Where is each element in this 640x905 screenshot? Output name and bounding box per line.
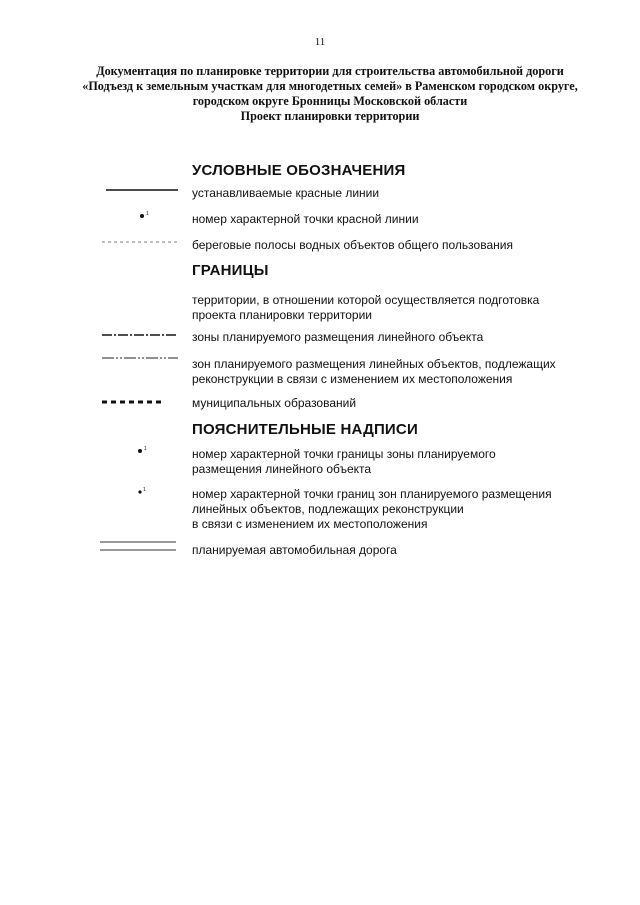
note-item-label: планируемая автомобильная дорога (192, 543, 397, 557)
label-line: номер характерной точки границ зон планируемого размещения (192, 487, 552, 501)
label-line: зон планируемого размещения линейных объектов, подлежащих (192, 357, 556, 371)
point-number-text: 1 (146, 211, 149, 217)
border-item-label (192, 357, 556, 387)
legend-item-label: номер характерной точки красной линии (192, 212, 419, 226)
note-item-label (192, 447, 496, 477)
note-item-label (192, 487, 552, 532)
header-line: Документация по планировке территории для строительства автомобильной дороги (96, 64, 564, 78)
header-subtitle: Проект планировки территории (240, 109, 420, 123)
fine-dashed-line-icon (100, 236, 180, 248)
border-item-label: муниципальных образований (192, 396, 357, 410)
bold-dashed-line-icon (100, 396, 180, 408)
label-line: проекта планировки территории (192, 308, 372, 322)
solid-line-icon (100, 184, 180, 196)
point-number-small-icon (100, 486, 180, 498)
border-item-label (192, 293, 539, 323)
label-line: территории, в отношении которой осуществляется подготовка (192, 293, 540, 307)
header-line: «Подъезд к земельным участкам для многодетных семей» в Раменском городском округе, (82, 79, 578, 93)
dash-dot-thin-line-icon (100, 352, 180, 364)
double-line-icon (100, 538, 180, 550)
point-number-text: 1 (143, 487, 146, 493)
label-line: в связи с изменением их местоположения (192, 517, 428, 531)
legend-title: УСЛОВНЫЕ ОБОЗНАЧЕНИЯ (192, 162, 406, 179)
dash-dot-line-icon (100, 329, 180, 341)
label-line: реконструкции в связи с изменением их местоположения (192, 372, 513, 386)
document-header (40, 64, 620, 124)
header-line: городском округе Бронницы Московской области (192, 94, 468, 108)
point-number-icon (100, 210, 180, 222)
page-number: 11 (314, 36, 326, 48)
label-line: линейных объектов, подлежащих реконструкции (192, 502, 464, 516)
legend-item-label: устанавливаемые красные линии (192, 186, 380, 200)
label-line: размещения линейного объекта (192, 462, 372, 476)
point-number-icon (100, 445, 180, 457)
legend-item-label: береговые полосы водных объектов общего пользования (192, 238, 513, 252)
notes-title: ПОЯСНИТЕЛЬНЫЕ НАДПИСИ (192, 421, 418, 438)
label-line: номер характерной точки границы зоны планируемого (192, 447, 496, 461)
border-item-label: зоны планируемого размещения линейного объекта (192, 330, 484, 344)
borders-title: ГРАНИЦЫ (192, 262, 269, 279)
point-number-text: 1 (144, 446, 147, 452)
